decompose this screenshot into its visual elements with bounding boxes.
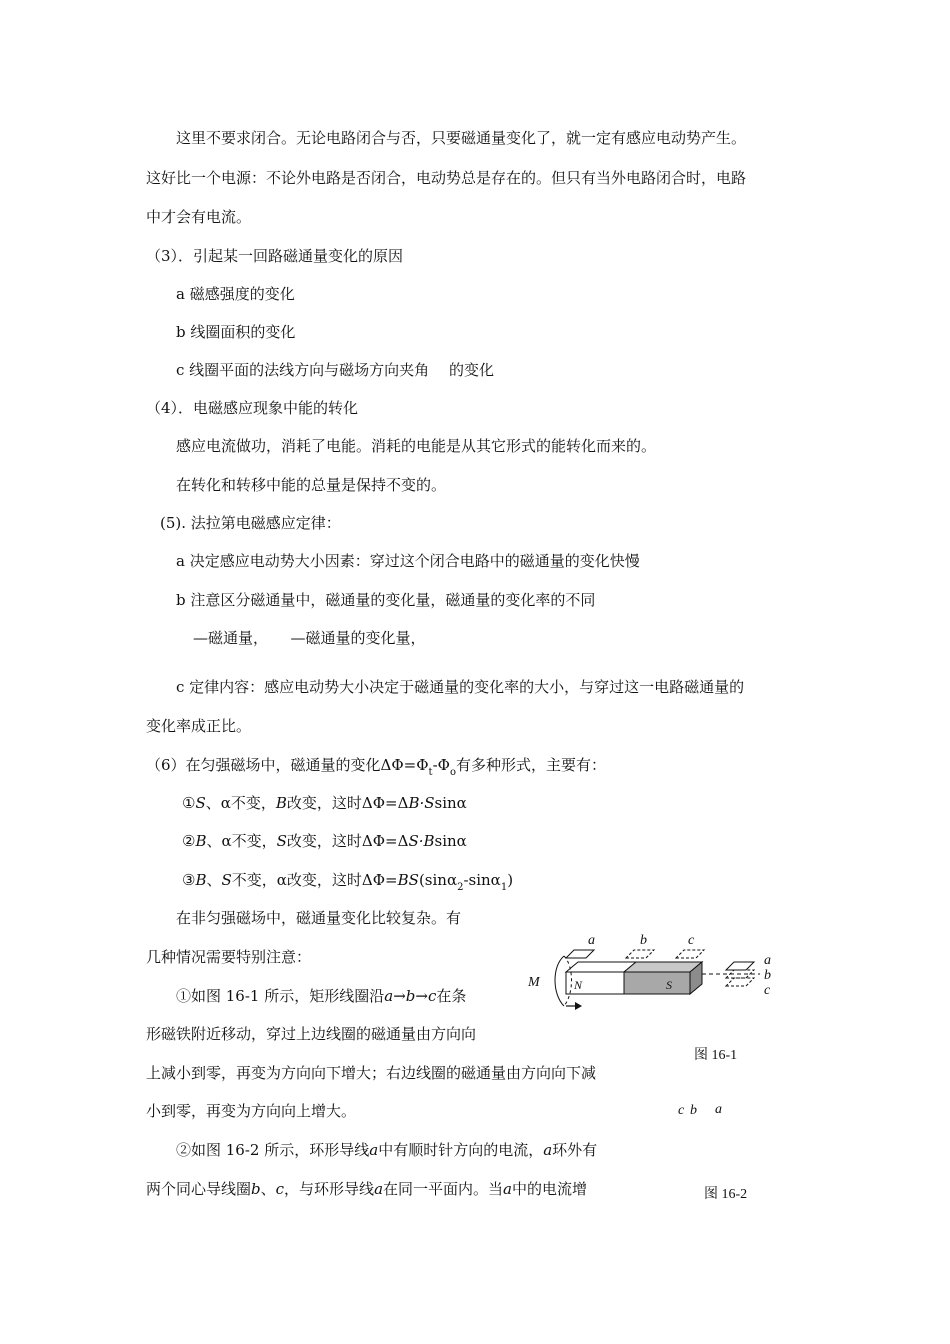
fig1-label-right-b: b [764,968,771,983]
lower-line-7-t2: 中有顺时针方向的电流， [378,1141,544,1159]
case-3-t3: (sinα [418,871,458,889]
item-3a: a 磁感强度的变化 [176,285,295,303]
item-3c: c 线圈平面的法线方向与磁场方向夹角 的变化 [176,361,494,379]
heading-4: （4）．电磁感应现象中能的转化 [146,399,359,417]
lower-line-5: 上减小到零，再变为方向向下增大；右边线圈的磁通量由方向向下减 [146,1064,597,1082]
case-1-t2: 改变，这时ΔΦ=Δ [286,794,409,812]
lower-line-3-arrow2: → [415,987,428,1005]
direction-arrow-head [575,1002,582,1010]
lower-line-8-c: c [275,1180,285,1198]
fig1-label-right-c: c [764,983,771,998]
heading-6-post: 有多种形式，主要有： [455,756,606,774]
lower-line-3-t2: 在条 [436,987,467,1005]
lower-line-8-a1: a [374,1180,384,1198]
lower-line-8-t1: 两个同心导线圈 [146,1180,252,1198]
heading-6 [146,755,606,778]
text-line-1: 这里不要求闭合。无论电路闭合与否，只要磁通量变化了，就一定有感应电动势产生。 [176,129,747,147]
case-3-var-bs: BS [397,871,419,889]
heading-6-sub-o: o [449,767,456,778]
lower-line-3-a: a [384,987,394,1005]
case-2-var-s: S [276,832,287,850]
lower-line-1: 在非匀强磁场中，磁通量变化比较复杂。有 [176,909,462,927]
case-2-num: ② [182,832,196,850]
heading-5: (5). 法拉第电磁感应定律： [160,514,341,532]
fig1-label-b: b [640,933,647,948]
fig1-label-c: c [688,933,695,948]
case-1-var-s: S [195,794,206,812]
fig2-label-c: c [678,1103,685,1118]
figure-16-2-caption: 图 16-2 [704,1187,748,1202]
figure-16-1-caption: 图 16-1 [694,1048,738,1063]
case-3-t4: -sinα [463,871,501,889]
case-1-num: ① [182,794,196,812]
case-3-num: ③ [182,871,196,889]
lower-line-8-t4: 在同一平面内。当 [383,1180,504,1198]
lower-line-8-t3: ，与环形导线 [284,1180,375,1198]
lower-line-8-b: b [251,1180,261,1198]
case-2-var-sb: S·B [408,832,435,850]
fig1-label-a: a [588,933,595,948]
case-3-sub-2: 2 [457,882,464,893]
magnet-s-top [624,962,702,972]
coil-right-c [726,978,754,986]
lower-line-7-t3: 环外有 [552,1141,598,1159]
item-3b: b 线圈面积的变化 [176,323,296,341]
case-3-t5: ) [507,871,514,889]
lower-line-3-t1: ①如图 16-1 所示，矩形线圈沿 [176,987,385,1005]
text-line-3: 中才会有电流。 [146,208,252,226]
lower-line-7-a2: a [543,1141,553,1159]
text-line-4a: 感应电流做功，消耗了电能。消耗的电能是从其它形式的能转化而来的。 [176,437,657,455]
heading-3: （3）．引起某一回路磁通量变化的原因 [146,247,404,265]
case-3-var-b: B [195,871,207,889]
case-2 [182,831,467,851]
text-line-2: 这好比一个电源：不论外电路是否闭合，电动势总是存在的。但只有当外电路闭合时，电路 [146,169,747,187]
item-5a: a 决定感应电动势大小因素：穿过这个闭合电路中的磁通量的变化快慢 [176,552,640,570]
case-1-var-bs: B·S [408,794,435,812]
figure-16-1-diagram [520,928,780,1018]
fig2-label-a: a [715,1102,722,1117]
coil-a [566,950,594,958]
case-2-var-b: B [195,832,207,850]
lower-line-4: 形磁铁附近移动，穿过上边线圈的磁通量由方向向 [146,1025,477,1043]
fig1-label-right-a: a [764,953,771,968]
loop-m-curve [555,956,564,1006]
fig1-label-n: N [574,978,583,992]
case-2-t1: 、α不变， [206,832,277,850]
item-5b: b 注意区分磁通量中，磁通量的变化量，磁通量的变化率的不同 [176,591,596,609]
heading-6-pre: （6）在匀强磁场中，磁通量的变化ΔΦ=Φ [146,756,429,774]
lower-line-3 [176,986,466,1006]
case-3 [182,870,513,893]
case-3-sub-1: 1 [500,882,508,893]
lower-line-8-t5: 中的电流增 [511,1180,587,1198]
lower-line-8-a2: a [503,1180,512,1198]
case-1-var-b: B [275,794,287,812]
lower-line-3-c: c [427,987,437,1005]
fig1-label-s: S [666,978,672,992]
coil-c [676,950,704,958]
lower-line-6: 小到零，再变为方向向上增大。 [146,1102,357,1120]
coil-right-a [726,962,754,970]
text-line-5c-cont: 变化率成正比。 [146,717,252,735]
heading-6-sub-t: t [428,767,433,778]
case-2-t3: sinα [434,832,467,850]
item-5c: c 定律内容：感应电动势大小决定于磁通量的变化率的大小，与穿过这一电路磁通量的 [176,678,745,696]
text-line-4b: 在转化和转移中能的总量是保持不变的。 [176,476,447,494]
case-1 [182,793,467,813]
case-3-var-s: S [221,871,232,889]
lower-line-7-t1: ②如图 16-2 所示，环形导线 [176,1141,370,1159]
lower-line-7-a1: a [369,1141,379,1159]
case-3-t2: 不变，α改变，这时ΔΦ= [231,871,398,889]
magnet-s-front [624,972,690,994]
lower-line-8 [146,1179,587,1199]
lower-line-8-t2: 、 [260,1180,276,1198]
lower-line-3-b: b [405,987,416,1005]
case-3-t1: 、 [206,871,222,889]
lower-line-3-arrow1: → [393,987,406,1005]
item-5b-definitions: —磁通量， —磁通量的变化量， [193,629,426,647]
coil-b [626,950,654,958]
fig1-label-m: M [528,975,540,990]
heading-6-mid: -Φ [432,756,450,774]
case-1-t3: sinα [434,794,467,812]
case-1-t1: 、α不变， [205,794,276,812]
lower-line-7 [176,1140,597,1160]
lower-line-2: 几种情况需要特别注意： [146,948,312,966]
fig2-label-b: b [690,1103,697,1118]
case-2-t2: 改变，这时ΔΦ=Δ [286,832,409,850]
